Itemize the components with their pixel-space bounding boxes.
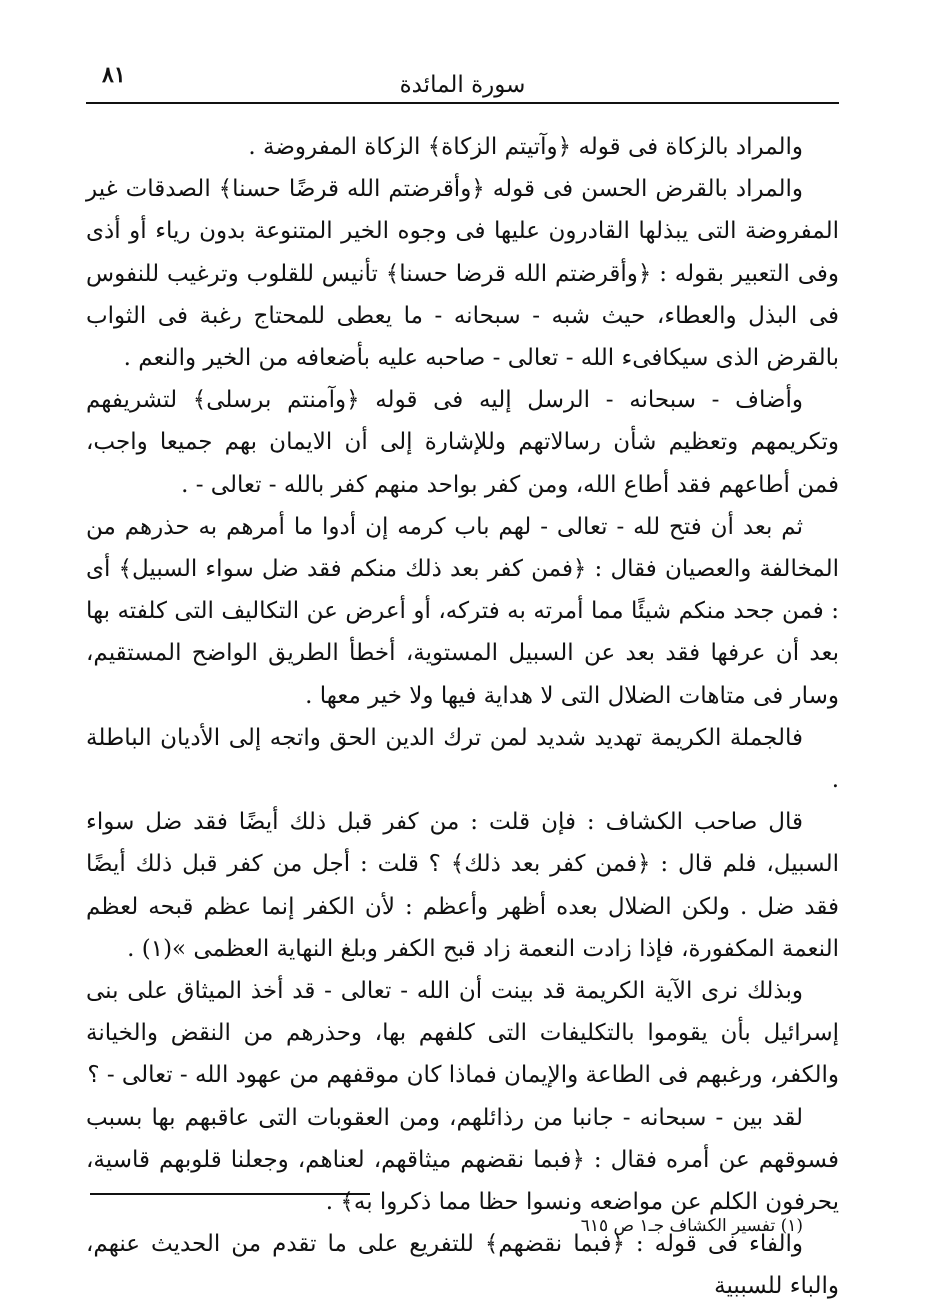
paragraph: والفاء فى قوله : ﴿فبما نقضهم﴾ للتفريع على ما تقدم من الحديث عنهم، والباء للسببية: [86, 1231, 839, 1300]
paragraph: ثم بعد أن فتح لله - تعالى - لهم باب كرمه إن أدوا ما أمرهم به حذرهم من المخالفة والعصيان فقال : ﴿فمن كفر بعد ذلك منكم فقد ضل سواء السبيل﴾ أى : فمن جحد منكم شيئًا مما أمرته به فتركه، أو أعرض عن التكاليف التى كلفته بها بعد أن عرفها فقد بعد عن السبيل المستوية، أخطأ الطريق الواضح المستقيم، وسار فى متاهات الضلال التى لا هداية فيها ولا خير معها .: [86, 513, 839, 709]
paragraph: فالجملة الكريمة تهديد شديد لمن ترك الدين الحق واتجه إلى الأديان الباطلة .: [86, 724, 839, 794]
paragraph: وأضاف - سبحانه - الرسل إليه فى قوله ﴿وآمنتم برسلى﴾ لتشريفهم وتكريمهم وتعظيم شأن رسالاتهم وللإشارة إلى أن الايمان بهم جميعا واجب، فمن أطاعهم فقد أطاع الله، ومن كفر بواحد منهم كفر بالله - تعالى - .: [86, 387, 839, 498]
paragraph: والمراد بالقرض الحسن فى قوله ﴿وأقرضتم الله قرضًا حسنا﴾ الصدقات غير المفروضة التى يبذلها القادرون عليها فى وجوه الخير المتنوعة بدون رياء أو أذى وفى التعبير بقوله : ﴿وأقرضتم الله قرضا حسنا﴾ تأنيس للقلوب وترغيب للنفوس فى البذل والعطاء، حيث شبه - سبحانه - ما يعطى للمحتاج رغبة فى الثواب بالقرض الذى سيكافىء الله - تعالى - صاحبه عليه بأضعافه من الخير والنعم .: [86, 176, 839, 372]
footnote: (١) تفسير الكشاف جـ١ ص ٦١٥: [580, 1216, 803, 1236]
footnote-divider: [90, 1193, 370, 1195]
body-text: [86, 126, 839, 1308]
paragraph: وبذلك نرى الآية الكريمة قد بينت أن الله - تعالى - قد أخذ الميثاق على بنى إسرائيل بأن يقوموا بالتكليفات التى كلفهم بها، وحذرهم من النقض والخيانة والكفر، ورغبهم فى الطاعة والإيمان فماذا كان موقفهم من عهود الله - تعالى - ؟: [86, 978, 839, 1089]
surah-title: سورة المائدة: [399, 72, 526, 98]
paragraph: لقد بين - سبحانه - جانبا من رذائلهم، ومن العقوبات التى عاقبهم بها بسبب فسوقهم عن أمره فقال : ﴿فبما نقضهم ميثاقهم، لعناهم، وجعلنا قلوبهم قاسية، يحرفون الكلم عن مواضعه ونسوا حظا مما ذكروا به﴾ .: [86, 1104, 839, 1216]
paragraph: والمراد بالزكاة فى قوله ﴿وآتيتم الزكاة﴾ الزكاة المفروضة .: [248, 134, 803, 160]
page-number: ٨١: [102, 62, 126, 88]
page-header: [86, 58, 839, 104]
paragraph: قال صاحب الكشاف : فإن قلت : من كفر قبل ذلك أيضًا فقد ضل سواء السبيل، فلم قال : ﴿فمن كفر بعد ذلك﴾ ؟ قلت : أجل من كفر قبل ذلك أيضًا فقد ضل . ولكن الضلال بعده أظهر وأعظم : لأن الكفر إنما عظم قبحه لعظم النعمة المكفورة، فإذا زادت النعمة زاد قبح الكفر وبلغ النهاية العظمى »(١) .: [86, 809, 839, 962]
